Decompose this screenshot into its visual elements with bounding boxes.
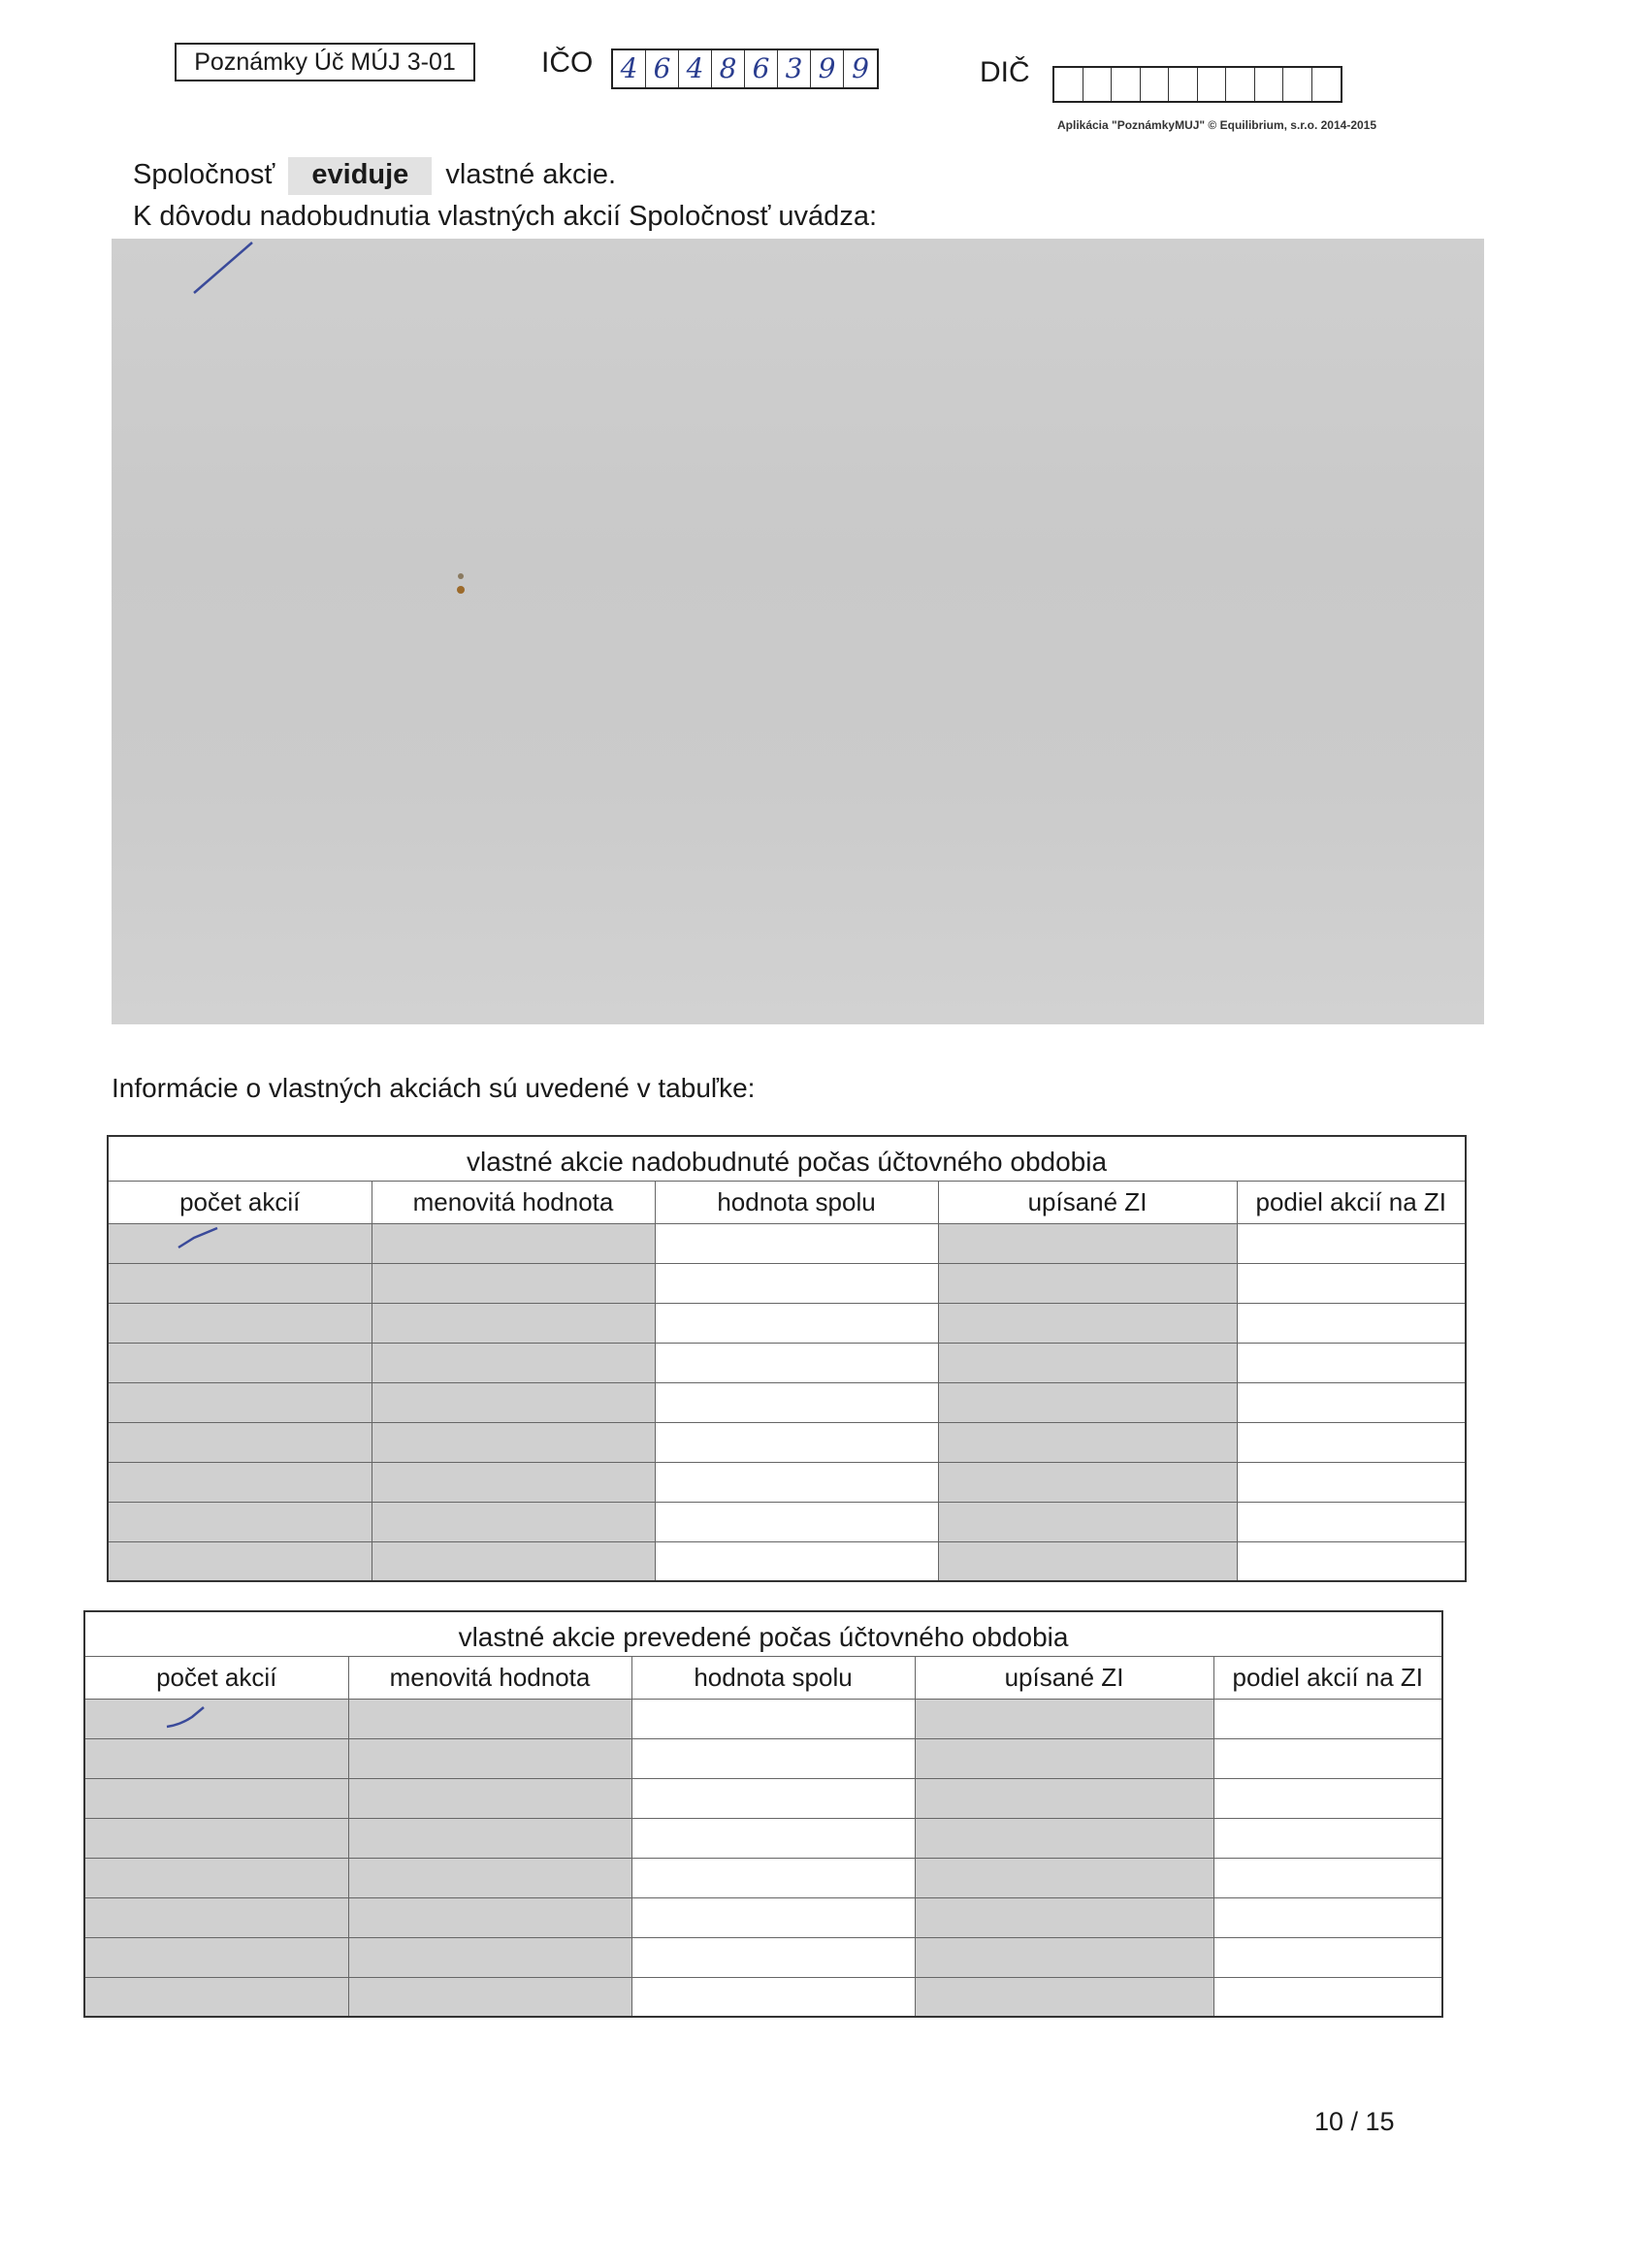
table-row (84, 1738, 1442, 1778)
table-row (108, 1541, 1466, 1581)
table-row (84, 1897, 1442, 1937)
table-cell[interactable] (84, 1977, 348, 2017)
speck-icon (457, 586, 465, 594)
table-cell[interactable] (655, 1303, 938, 1343)
table-cell[interactable] (108, 1541, 372, 1581)
speck-icon (458, 573, 464, 579)
transferred-table-title: vlastné akcie prevedené počas účtovného obdobia (84, 1611, 1442, 1656)
table-cell[interactable] (938, 1541, 1237, 1581)
table-cell[interactable] (108, 1422, 372, 1462)
table-cell[interactable] (372, 1422, 655, 1462)
table-cell[interactable] (1213, 1858, 1442, 1897)
acquired-shares-table (107, 1135, 1467, 1582)
table-cell[interactable] (938, 1263, 1237, 1303)
table-cell[interactable] (655, 1502, 938, 1541)
dic-field[interactable] (1052, 66, 1342, 103)
table-cell[interactable] (348, 1818, 631, 1858)
table-cell[interactable] (631, 1897, 915, 1937)
table-cell[interactable] (938, 1422, 1237, 1462)
table-row (108, 1462, 1466, 1502)
col-header: počet akcií (108, 1181, 372, 1223)
table-row (108, 1263, 1466, 1303)
table-row (84, 1818, 1442, 1858)
page-number: 10 / 15 (1314, 2107, 1395, 2136)
table-cell[interactable] (1213, 1897, 1442, 1937)
table-cell[interactable] (348, 1977, 631, 2017)
dic-digit-box (1112, 68, 1141, 101)
table-row (108, 1422, 1466, 1462)
col-header: podiel akcií na ZI (1213, 1656, 1442, 1699)
dic-label: DIČ (980, 56, 1030, 88)
table-cell[interactable] (108, 1343, 372, 1382)
table-cell[interactable] (108, 1303, 372, 1343)
table-cell[interactable] (108, 1263, 372, 1303)
table-cell[interactable] (1237, 1462, 1466, 1502)
ico-digit: 8 (712, 50, 745, 87)
table-cell[interactable] (655, 1422, 938, 1462)
ico-label: IČO (541, 47, 594, 79)
table-cell[interactable] (1213, 1977, 1442, 2017)
table-cell[interactable] (1237, 1223, 1466, 1263)
table-cell[interactable] (372, 1223, 655, 1263)
table-cell[interactable] (655, 1541, 938, 1581)
table-cell[interactable] (915, 1699, 1213, 1738)
ico-digit: 6 (646, 50, 679, 87)
table-cell[interactable] (915, 1818, 1213, 1858)
ico-digit: 6 (745, 50, 778, 87)
table-cell[interactable] (938, 1502, 1237, 1541)
table-cell[interactable] (348, 1738, 631, 1778)
table-cell[interactable] (1237, 1263, 1466, 1303)
table-cell[interactable] (108, 1502, 372, 1541)
table-row (84, 1778, 1442, 1818)
table-cell[interactable] (1213, 1818, 1442, 1858)
table-cell[interactable] (655, 1223, 938, 1263)
col-header: počet akcií (84, 1656, 348, 1699)
table-cell[interactable] (1237, 1541, 1466, 1581)
table-cell[interactable] (1237, 1303, 1466, 1343)
form-code-label: Poznámky Úč MÚJ 3-01 (175, 43, 475, 81)
table-cell[interactable] (1213, 1778, 1442, 1818)
strike-line-icon (194, 243, 252, 293)
table-cell[interactable] (631, 1699, 915, 1738)
dic-digit-box (1141, 68, 1170, 101)
dic-digit-box (1226, 68, 1255, 101)
col-header: podiel akcií na ZI (1237, 1181, 1466, 1223)
col-header: menovitá hodnota (372, 1181, 655, 1223)
strike-line-icon (167, 1707, 204, 1727)
table-cell[interactable] (84, 1738, 348, 1778)
table-cell[interactable] (348, 1858, 631, 1897)
table-cell[interactable] (372, 1462, 655, 1502)
table-cell[interactable] (108, 1462, 372, 1502)
app-credit: Aplikácia "PoznámkyMUJ" © Equilibrium, s.r.o. 2014-2015 (1057, 118, 1377, 132)
acquired-strike-mark (175, 1224, 223, 1253)
table-cell[interactable] (915, 1858, 1213, 1897)
table-cell[interactable] (348, 1778, 631, 1818)
table-cell[interactable] (372, 1303, 655, 1343)
table-cell[interactable] (372, 1541, 655, 1581)
col-header: hodnota spolu (655, 1181, 938, 1223)
table-cell[interactable] (372, 1502, 655, 1541)
table-cell[interactable] (108, 1382, 372, 1422)
table-cell[interactable] (655, 1343, 938, 1382)
ico-digit: 4 (679, 50, 712, 87)
dic-digit-box (1283, 68, 1312, 101)
table-cell[interactable] (631, 1977, 915, 2017)
col-header: hodnota spolu (631, 1656, 915, 1699)
table-cell[interactable] (84, 1897, 348, 1937)
statement-line (133, 157, 616, 195)
table-cell[interactable] (631, 1858, 915, 1897)
table-row (108, 1223, 1466, 1263)
table-cell[interactable] (631, 1778, 915, 1818)
col-header: upísané ZI (915, 1656, 1213, 1699)
table-cell[interactable] (938, 1223, 1237, 1263)
table-cell[interactable] (1213, 1937, 1442, 1977)
table-cell[interactable] (372, 1343, 655, 1382)
ico-digit: 4 (613, 50, 646, 87)
status-field[interactable]: eviduje (288, 157, 432, 195)
dic-digit-box (1054, 68, 1083, 101)
table-cell[interactable] (655, 1263, 938, 1303)
table-cell[interactable] (915, 1937, 1213, 1977)
transferred-shares-table (83, 1610, 1443, 2018)
reason-label: K dôvodu nadobudnutia vlastných akcií Spoločnosť uvádza: (133, 201, 877, 232)
table-cell[interactable] (915, 1738, 1213, 1778)
table-cell[interactable] (108, 1223, 372, 1263)
table-row (108, 1343, 1466, 1382)
table-cell[interactable] (84, 1778, 348, 1818)
table-cell[interactable] (631, 1738, 915, 1778)
ico-digit: 9 (852, 52, 869, 84)
table-cell[interactable] (348, 1699, 631, 1738)
table-row (108, 1382, 1466, 1422)
strike-line-icon (178, 1228, 217, 1247)
table-cell[interactable] (1237, 1343, 1466, 1382)
transferred-strike-mark (163, 1700, 211, 1733)
table-cell[interactable] (348, 1937, 631, 1977)
table-cell[interactable] (915, 1977, 1213, 2017)
table-intro: Informácie o vlastných akciách sú uvedené v tabuľke: (112, 1073, 756, 1103)
table-cell[interactable] (84, 1858, 348, 1897)
table-cell[interactable] (938, 1343, 1237, 1382)
table-cell[interactable] (84, 1937, 348, 1977)
table-cell[interactable] (1237, 1502, 1466, 1541)
table-row (84, 1977, 1442, 2017)
ico-digit: 3 (778, 50, 811, 87)
reason-text-area[interactable] (112, 239, 1484, 1024)
table-cell[interactable] (84, 1818, 348, 1858)
table-row (84, 1699, 1442, 1738)
table-row (84, 1858, 1442, 1897)
statement-prefix: Spoločnosť (133, 159, 275, 190)
table-cell[interactable] (1213, 1738, 1442, 1778)
table-row (108, 1303, 1466, 1343)
col-header: upísané ZI (938, 1181, 1237, 1223)
ico-field[interactable] (611, 49, 879, 89)
table-cell[interactable] (938, 1382, 1237, 1422)
table-cell[interactable] (631, 1937, 915, 1977)
dic-digit-box (1083, 68, 1113, 101)
table-cell[interactable] (84, 1699, 348, 1738)
table-cell[interactable] (1213, 1699, 1442, 1738)
dic-digit-box (1198, 68, 1227, 101)
table-cell[interactable] (631, 1818, 915, 1858)
dic-digit-box (1169, 68, 1198, 101)
table-cell[interactable] (372, 1382, 655, 1422)
col-header: menovitá hodnota (348, 1656, 631, 1699)
dic-digit-box (1312, 68, 1342, 101)
table-cell[interactable] (372, 1263, 655, 1303)
statement-suffix: vlastné akcie. (445, 159, 617, 190)
table-cell[interactable] (938, 1303, 1237, 1343)
reason-strike-mark (112, 239, 1484, 1024)
table-cell[interactable] (915, 1778, 1213, 1818)
table-cell[interactable] (915, 1897, 1213, 1937)
table-cell[interactable] (655, 1382, 938, 1422)
table-cell[interactable] (655, 1462, 938, 1502)
table-row (108, 1502, 1466, 1541)
dic-digit-box (1255, 68, 1284, 101)
table-cell[interactable] (348, 1897, 631, 1937)
acquired-table-title: vlastné akcie nadobudnuté počas účtovného obdobia (108, 1136, 1466, 1181)
table-row (84, 1937, 1442, 1977)
ico-digit: 9 (811, 50, 844, 87)
table-cell[interactable] (1237, 1422, 1466, 1462)
table-cell[interactable] (1237, 1382, 1466, 1422)
table-cell[interactable] (938, 1462, 1237, 1502)
